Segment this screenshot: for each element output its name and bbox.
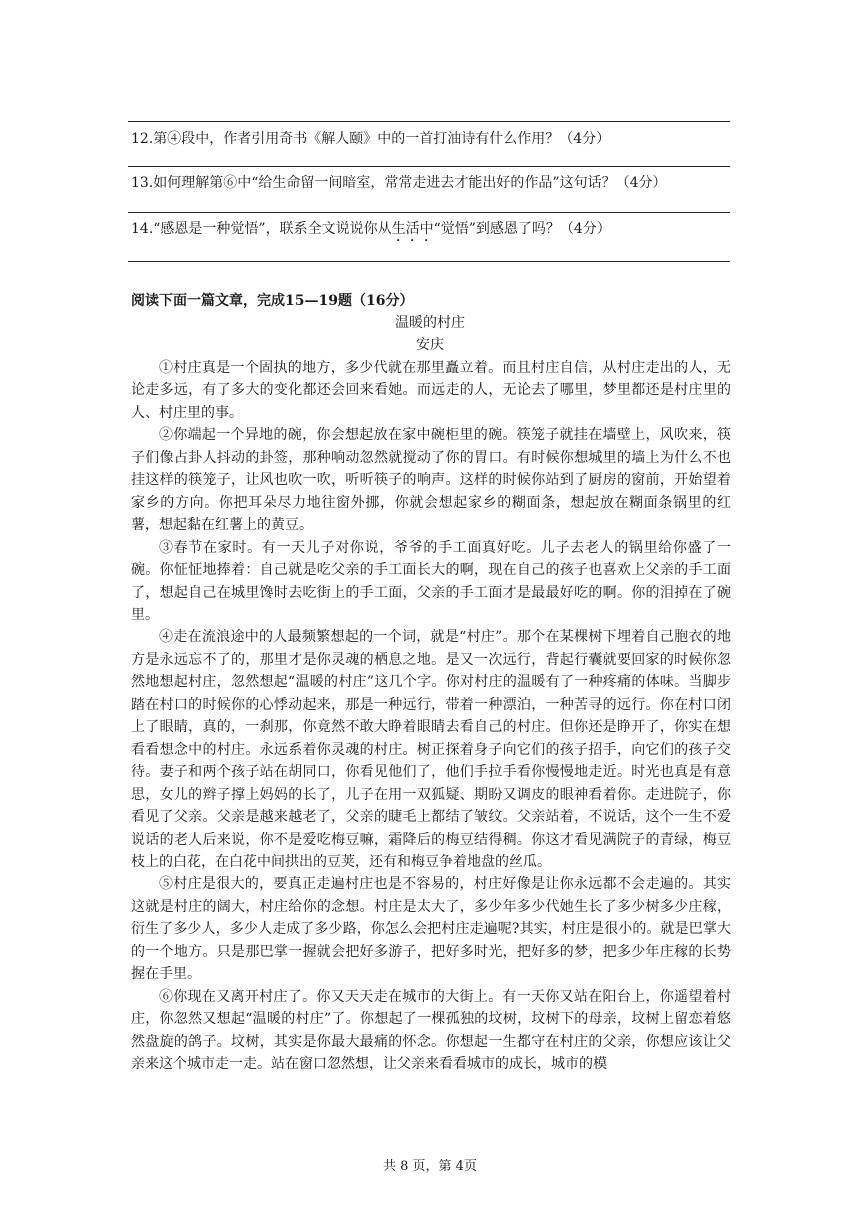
- question-14-text: 14.“感恩是一种觉悟”，联系全文说说你从: [131, 221, 392, 237]
- article-author: 安庆: [416, 337, 444, 353]
- answer-line: [128, 121, 730, 122]
- question-14-emphasis: 生活中: [391, 221, 434, 237]
- answer-line: [128, 261, 730, 262]
- paragraph-6: ⑥你现在又离开村庄了。你又天天走在城市的大街上。有一天你又站在阳台上，你遥望着村庄，你忽然又想起“温暖的村庄”了。你想起了一棵孤独的坟树，坟树下的母亲，坟树上留恋着悠然盘旋的鸽子。坟树，其实是你最大最痛的怀念。你想起一生都守在村庄的父亲，你想应该让父亲来这个城市走一走。站在窗口忽然想，让父亲来看看城市的成长，城市的模: [131, 988, 731, 1073]
- question-14-tail: “觉悟”到感恩了吗？（4分）: [433, 221, 611, 237]
- paragraph-3: ③春节在家时。有一天儿子对你说，爷爷的手工面真好吃。儿子去老人的锅里给你盛了一碗。你怔怔地捧着：自己就是吃父亲的手工面长大的啊，现在自己的孩子也喜欢上父亲的手工面了，想起自己在城里馋时去吃街上的手工面，父亲的手工面才是最最好吃的啊。你的泪掉在了碗里。: [131, 539, 731, 623]
- article-body: [131, 357, 731, 1076]
- article-title: 温暖的村庄: [395, 315, 465, 331]
- question-14: [131, 219, 611, 245]
- page-footer: 共 8 页，第 4页: [383, 1159, 477, 1174]
- paragraph-1: ①村庄真是一个固执的地方，多少代就在那里矗立着。而且村庄自信，从村庄走出的人，无论走多远，有了多大的变化都还会回来看她。而远走的人，无论去了哪里，梦里都还是村庄里的人、村庄里的事。: [131, 360, 731, 421]
- question-12: 12.第④段中，作者引用奇书《解人颐》中的一首打油诗有什么作用？（4分）: [131, 131, 611, 147]
- question-13: 13.如何理解第⑥中“给生命留一间暗室，常常走进去才能出好的作品”这句话？（4分）: [131, 175, 667, 191]
- paragraph-4: ④走在流浪途中的人最频繁想起的一个词，就是“村庄”。那个在某棵树下埋着自己胞衣的地方是永远忘不了的，那里才是你灵魂的栖息之地。是又一次远行，背起行囊就要回家的时候你忽然地想起村庄，忽然想起“温暖的村庄”这几个字。你对村庄的温暖有了一种疼痛的体味。当脚步踏在村口的时候你的心悸动起来，那是一种远行，带着一种漂泊，一种苦寻的远行。你在村口闭上了眼睛，真的，一刹那，你竟然不敢大睁着眼睛去看自己的村庄。但你还是睁开了，你实在想看看想念中的村庄。永远系着你灵魂的村庄。树正探着身子向它们的孩子招手，向它们的孩子交待。妻子和两个孩子站在胡同口，你看见他们了，他们手拉手看你慢慢地走近。时光也真是有意思，女儿的辫子撑上妈妈的长了，儿子在用一双狐疑、期盼又调皮的眼神看着你。走进院子，你看见了父亲。父亲是越来越老了，父亲的睫毛上都结了皱纹。父亲站着，不说话，这个一生不爱说话的老人后来说，你不是爱吃梅豆嘛，霜降后的梅豆结得稠。你这才看见满院子的青绿，梅豆枝上的白花，在白花中间拱出的豆荚，还有和梅豆争着地盘的丝瓜。: [131, 629, 731, 870]
- answer-line: [128, 212, 730, 213]
- answer-line: [128, 166, 730, 167]
- paragraph-5: ⑤村庄是很大的，要真正走遍村庄也是不容易的，村庄好像是让你永远都不会走遍的。其实这就是村庄的阔大，村庄给你的念想。村庄是太大了，多少年多少代她生长了多少树多少庄稼，衍生了多少人，多少人走成了多少路，你怎么会把村庄走遍呢?其实，村庄是很小的。就是巴掌大的一个地方。只是那巴掌一握就会把好多游子，把好多时光，把好多的梦，把多少年庄稼的长势握在手里。: [131, 876, 731, 983]
- paragraph-2: ②你端起一个异地的碗，你会想起放在家中碗柜里的碗。筷笼子就挂在墙壁上，风吹来，筷子们像占卦人抖动的卦签，那种响动忽然就搅动了你的胃口。有时候你想城里的墙上为什么不也挂这样的筷笼子，让风也吹一吹，听听筷子的响声。这样的时候你站到了厨房的窗前，开始望着家乡的方向。你把耳朵尽力地往窗外挪，你就会想起家乡的糊面条，想起放在糊面条锅里的红薯，想起黏在红薯上的黄豆。: [131, 427, 731, 534]
- reading-instruction: 阅读下面一篇文章，完成15—19题（16分）: [131, 293, 414, 309]
